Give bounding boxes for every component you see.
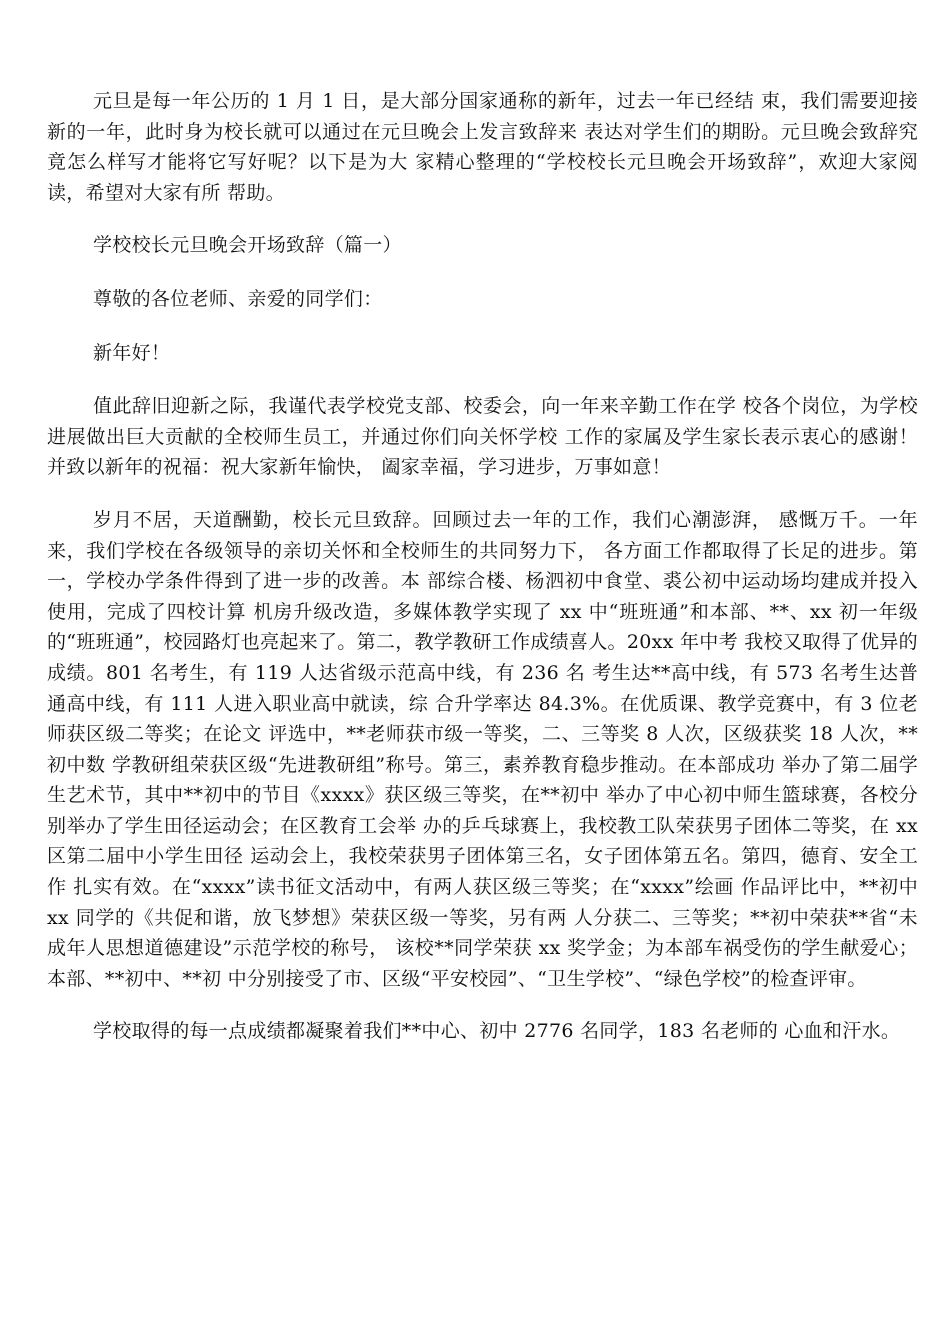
closing-paragraph: 学校取得的每一点成绩都凝聚着我们**中心、初中 2776 名同学，183 名老师的 心血和汗水。 — [93, 1020, 901, 1043]
salutation: 尊敬的各位老师、亲爱的同学们： — [93, 287, 383, 310]
greeting: 新年好！ — [93, 341, 171, 364]
review-paragraph: 岁月不居，天道酬勤，校长元旦致辞。回顾过去一年的工作，我们心潮澎湃， 感慨万千。一年来，我们学校在各级领导的亲切关怀和全校师生的共同努力下， 各方面工作都取得了长足的进步。第一，学校办学条件得到了进一步的改善。本 部综合楼、杨泗初中食堂、裘公初中运动场均建成并投入使用，完成了四校计算 机房升级改造，多媒体教学实现了 xx 中“班班通”和本部、**、xx 初一年级的“班班通”，校园路灯也亮起来了。第二，教学教研工作成绩喜人。20xx 年中考 我校又取得了优异的成绩。801 名考生，有 119 人达省级示范高中线，有 236 名 考生达**高中线，有 573 名考生达普通高中线，有 111 人进入职业高中就读，综 合升学率达 84.3%。在优质课、教学竞赛中，有 3 位老师获区级二等奖；在论文 评选中，**老师获市级一等奖，二、三等奖 8 人次，区级获奖 18 人次，**初中数 学教研组荣获区级“先进教研组”称号。第三，素养教育稳步推动。在本部成功 举办了第二届学生艺术节，其中**初中的节目《xxxx》获区级三等奖，在**初中 举办了中心初中师生篮球赛，各校分别举办了学生田径运动会；在区教育工会举 办的乒乓球赛上，我校教工队荣获男子团体二等奖，在 xx 区第二届中小学生田径 运动会上，我校荣获男子团体第三名，女子团体第五名。第四，德育、安全工作 扎实有效。在“xxxx”读书征文活动中，有两人获区级三等奖；在“xxxx”绘画 作品评比中，**初中 xx 同学的《共促和谐，放飞梦想》荣获区级一等奖，另有两 人分获二、三等奖；**初中荣获**省“未成年人思想道德建设”示范学校的称号， 该校**同学荣获 xx 奖学金；为本部车祸受伤的学生献爱心；本部、**初中、**初 中分别接受了市、区级“平安校园”、“卫生学校”、“绿色学校”的检查评审。 — [47, 508, 918, 990]
intro-paragraph: 元旦是每一年公历的 1 月 1 日，是大部分国家通称的新年，过去一年已经结 束，我们需要迎接新的一年，此时身为校长就可以通过在元旦晚会上发言致辞来 表达对学生们的期盼。元旦晚会致辞究竟怎么样写才能将它写好呢？以下是为大 家精心整理的“学校校长元旦晚会开场致辞”，欢迎大家阅读，希望对大家有所 帮助。 — [47, 90, 918, 204]
thanks-paragraph: 值此辞旧迎新之际，我谨代表学校党支部、校委会，向一年来辛勤工作在学 校各个岗位，为学校进展做出巨大贡献的全校师生员工，并通过你们向关怀学校 工作的家属及学生家长表示衷心的感谢！并致以新年的祝福：祝大家新年愉快， 阖家幸福，学习进步，万事如意！ — [47, 395, 918, 479]
speech-heading: 学校校长元旦晚会开场致辞（篇一） — [93, 234, 402, 257]
